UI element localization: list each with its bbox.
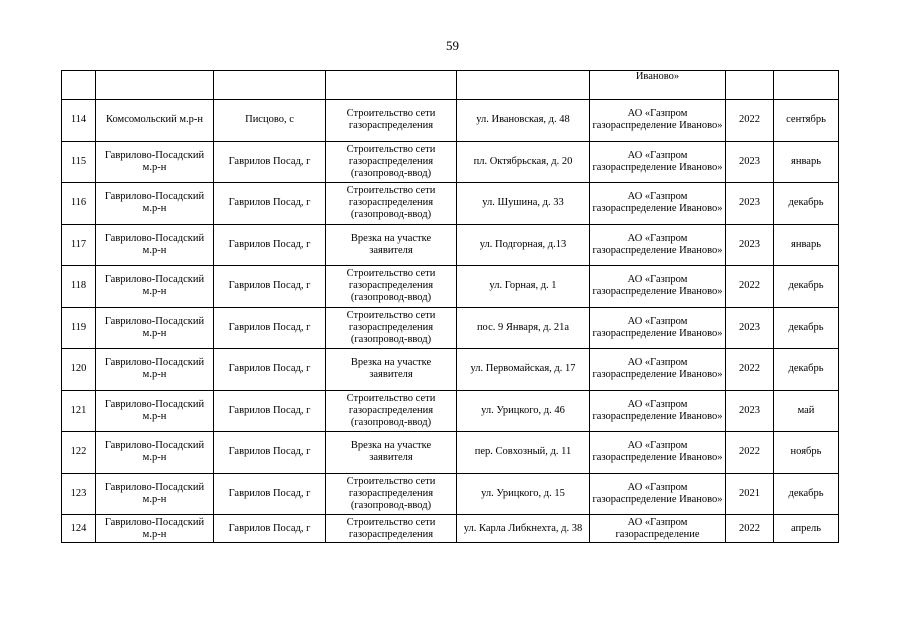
cell-org: АО «Газпром газораспределение Иваново»	[590, 183, 726, 225]
cell-address: ул. Горная, д. 1	[457, 266, 590, 308]
cell-district: Гаврилово-Посадский м.р-н	[96, 266, 214, 308]
cell-num: 120	[62, 349, 96, 391]
cell-district: Гаврилово-Посадский м.р-н	[96, 349, 214, 391]
cell-month: январь	[774, 141, 839, 183]
cell-district: Комсомольский м.р-н	[96, 100, 214, 142]
cell-org: АО «Газпром газораспределение Иваново»	[590, 141, 726, 183]
cell-org: АО «Газпром газораспределение Иваново»	[590, 307, 726, 349]
table-row	[62, 141, 839, 183]
cell-year: 2022	[726, 432, 774, 474]
cell-locality: Гаврилов Посад, г	[214, 266, 326, 308]
cell-district: Гаврилово-Посадский м.р-н	[96, 390, 214, 432]
cell-locality: Гаврилов Посад, г	[214, 349, 326, 391]
cell-month: декабрь	[774, 307, 839, 349]
table-row	[62, 432, 839, 474]
cell-year: 2022	[726, 515, 774, 543]
cell-locality: Гаврилов Посад, г	[214, 473, 326, 515]
cell-org: АО «Газпром газораспределение	[590, 515, 726, 543]
cell-district	[96, 71, 214, 100]
table-row	[62, 100, 839, 142]
cell-num: 115	[62, 141, 96, 183]
cell-work: Строительство сети газораспределения	[326, 515, 457, 543]
cell-org: АО «Газпром газораспределение Иваново»	[590, 473, 726, 515]
cell-year: 2023	[726, 307, 774, 349]
cell-num: 124	[62, 515, 96, 543]
page-number: 59	[446, 38, 459, 53]
cell-org: АО «Газпром газораспределение Иваново»	[590, 100, 726, 142]
cell-year: 2022	[726, 100, 774, 142]
cell-month: декабрь	[774, 349, 839, 391]
cell-num: 122	[62, 432, 96, 474]
cell-org: АО «Газпром газораспределение Иваново»	[590, 266, 726, 308]
cell-month: апрель	[774, 515, 839, 543]
cell-work: Строительство сети газораспределения (газопровод-ввод)	[326, 390, 457, 432]
cell-locality: Гаврилов Посад, г	[214, 183, 326, 225]
cell-month: ноябрь	[774, 432, 839, 474]
cell-district: Гаврилово-Посадский м.р-н	[96, 141, 214, 183]
cell-org: Иваново»	[590, 71, 726, 100]
cell-num: 116	[62, 183, 96, 225]
cell-address: ул. Подгорная, д.13	[457, 224, 590, 266]
cell-month: декабрь	[774, 266, 839, 308]
cell-num: 119	[62, 307, 96, 349]
cell-work: Врезка на участке заявителя	[326, 432, 457, 474]
cell-locality: Гаврилов Посад, г	[214, 307, 326, 349]
cell-work	[326, 71, 457, 100]
table-row	[62, 349, 839, 391]
table-row	[62, 183, 839, 225]
cell-district: Гаврилово-Посадский м.р-н	[96, 307, 214, 349]
table-row	[62, 390, 839, 432]
cell-locality	[214, 71, 326, 100]
cell-locality: Гаврилов Посад, г	[214, 432, 326, 474]
cell-address: ул. Первомайская, д. 17	[457, 349, 590, 391]
table-row	[62, 473, 839, 515]
cell-org: АО «Газпром газораспределение Иваново»	[590, 349, 726, 391]
cell-month: сентябрь	[774, 100, 839, 142]
cell-address: пос. 9 Января, д. 21а	[457, 307, 590, 349]
cell-year: 2022	[726, 266, 774, 308]
cell-work: Строительство сети газораспределения (газопровод-ввод)	[326, 473, 457, 515]
cell-year: 2023	[726, 224, 774, 266]
cell-year	[726, 71, 774, 100]
cell-locality: Гаврилов Посад, г	[214, 390, 326, 432]
table-row	[62, 266, 839, 308]
cell-address: пер. Совхозный, д. 11	[457, 432, 590, 474]
cell-num	[62, 71, 96, 100]
cell-district: Гаврилово-Посадский м.р-н	[96, 224, 214, 266]
cell-work: Строительство сети газораспределения (газопровод-ввод)	[326, 307, 457, 349]
cell-work: Строительство сети газораспределения (газопровод-ввод)	[326, 266, 457, 308]
cell-address: ул. Урицкого, д. 46	[457, 390, 590, 432]
cell-month: декабрь	[774, 183, 839, 225]
table-row	[62, 224, 839, 266]
cell-year: 2023	[726, 141, 774, 183]
cell-num: 117	[62, 224, 96, 266]
cell-org: АО «Газпром газораспределение Иваново»	[590, 432, 726, 474]
cell-address	[457, 71, 590, 100]
cell-year: 2022	[726, 349, 774, 391]
table-body	[62, 71, 839, 543]
cell-locality: Гаврилов Посад, г	[214, 515, 326, 543]
cell-district: Гаврилово-Посадский м.р-н	[96, 515, 214, 543]
cell-work: Врезка на участке заявителя	[326, 349, 457, 391]
cell-address: ул. Карла Либкнехта, д. 38	[457, 515, 590, 543]
cell-locality: Гаврилов Посад, г	[214, 224, 326, 266]
cell-num: 123	[62, 473, 96, 515]
cell-num: 118	[62, 266, 96, 308]
cell-num: 114	[62, 100, 96, 142]
cell-month: январь	[774, 224, 839, 266]
cell-num: 121	[62, 390, 96, 432]
cell-month: декабрь	[774, 473, 839, 515]
cell-address: пл. Октябрьская, д. 20	[457, 141, 590, 183]
cell-locality: Гаврилов Посад, г	[214, 141, 326, 183]
cell-year: 2023	[726, 183, 774, 225]
cell-org: АО «Газпром газораспределение Иваново»	[590, 390, 726, 432]
cell-locality: Писцово, с	[214, 100, 326, 142]
cell-month: май	[774, 390, 839, 432]
table-row	[62, 307, 839, 349]
continuation-row	[62, 71, 839, 100]
cell-work: Врезка на участке заявителя	[326, 224, 457, 266]
table-row	[62, 515, 839, 543]
cell-address: ул. Ивановская, д. 48	[457, 100, 590, 142]
cell-work: Строительство сети газораспределения	[326, 100, 457, 142]
gasification-schedule-table	[61, 70, 839, 543]
cell-year: 2021	[726, 473, 774, 515]
cell-district: Гаврилово-Посадский м.р-н	[96, 473, 214, 515]
cell-org: АО «Газпром газораспределение Иваново»	[590, 224, 726, 266]
cell-work: Строительство сети газораспределения (газопровод-ввод)	[326, 141, 457, 183]
cell-address: ул. Урицкого, д. 15	[457, 473, 590, 515]
cell-year: 2023	[726, 390, 774, 432]
cell-work: Строительство сети газораспределения (газопровод-ввод)	[326, 183, 457, 225]
cell-district: Гаврилово-Посадский м.р-н	[96, 432, 214, 474]
cell-month	[774, 71, 839, 100]
cell-district: Гаврилово-Посадский м.р-н	[96, 183, 214, 225]
cell-address: ул. Шушина, д. 33	[457, 183, 590, 225]
